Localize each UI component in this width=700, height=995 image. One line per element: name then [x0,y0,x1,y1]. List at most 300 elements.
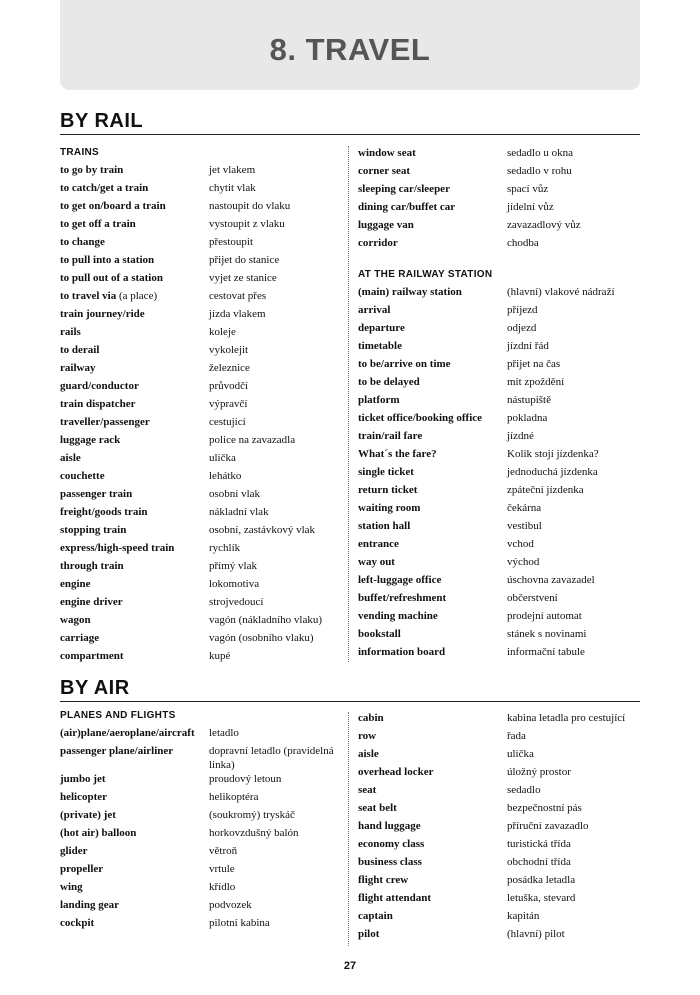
vocab-entry [60,808,350,826]
czech-translation: obchodní třída [507,856,571,868]
english-term-cell [60,451,209,469]
english-term: cabin [358,712,384,724]
english-term: business class [358,856,422,868]
section-title-rail: BY RAIL [60,110,144,132]
vocab-entry [358,711,648,729]
english-term: What´s the fare? [358,448,437,460]
czech-translation: cestovat přes [209,290,267,302]
vocab-entry [60,397,350,415]
czech-translation: průvodčí [209,380,249,392]
english-term: entrance [358,538,399,550]
czech-translation: kabina letadla pro cestující [507,712,626,724]
english-term: way out [358,556,395,568]
rail-right-column [358,146,648,663]
czech-translation: osobní, zastávkový vlak [209,524,316,536]
english-term-cell [358,591,507,609]
english-term-cell [358,411,507,429]
rail-left-column [60,146,350,667]
vocab-entry [60,916,350,934]
english-term: railway [60,362,96,374]
english-term-cell [358,765,507,783]
english-term-cell [60,271,209,289]
english-term: single ticket [358,466,414,478]
english-term: glider [60,845,88,857]
english-term: flight attendant [358,892,432,904]
english-term-cell [60,469,209,487]
vocab-entry [60,325,350,343]
vocab-entry [60,433,350,451]
czech-translation: letadlo [209,727,239,739]
vocab-entry [358,855,648,873]
english-term: corridor [358,237,398,249]
czech-translation: nákladní vlak [209,506,269,518]
vocab-entry [60,487,350,505]
vocab-entry [358,573,648,591]
czech-translation: vagón (osobního vlaku) [209,632,314,644]
vocab-entry [60,163,350,181]
english-term: wagon [60,614,91,626]
czech-translation: bezpečnostní pás [507,802,582,814]
english-term-cell [358,393,507,411]
vocab-entry [60,361,350,379]
vocab-entry [358,927,648,945]
english-term: express/high-speed train [60,542,175,554]
english-term-cell [60,397,209,415]
english-term: economy class [358,838,425,850]
subsection-heading: AT THE RAILWAY STATION [358,269,493,280]
czech-translation: ulička [209,452,236,464]
english-term-cell [60,181,209,199]
english-term: to travel via [60,290,117,302]
english-term-cell [358,447,507,465]
english-term: platform [358,394,400,406]
czech-translation: zavazadlový vůz [507,219,581,231]
czech-translation: čekárna [507,502,542,514]
english-term-cell [60,541,209,559]
vocab-entry [358,645,648,663]
english-term: train/rail fare [358,430,423,442]
chapter-banner [60,0,640,90]
vocab-entry [358,465,648,483]
czech-translation: letuška, stevard [507,892,576,904]
english-term-cell [358,357,507,375]
english-term: to be/arrive on time [358,358,451,370]
czech-translation: přijet na čas [507,358,561,370]
vocab-entry [60,559,350,577]
english-term-cell [60,649,209,667]
english-term-cell [358,465,507,483]
english-term: corner seat [358,165,411,177]
vocab-entry [358,146,648,164]
english-term-cell [60,325,209,343]
english-term: train dispatcher [60,398,136,410]
czech-translation: vystoupit z vlaku [209,218,285,230]
czech-translation: (soukromý) tryskáč [209,809,295,821]
czech-translation: helikoptéra [209,791,259,803]
english-term: pilot [358,928,380,940]
czech-translation: Kolik stojí jízdenka? [507,448,599,460]
english-term: passenger train [60,488,133,500]
english-term: through train [60,560,124,572]
czech-translation: kapitán [507,910,540,922]
english-term: waiting room [358,502,421,514]
czech-translation: jet vlakem [209,164,256,176]
vocab-entry [60,235,350,253]
english-term-cell [60,307,209,325]
english-term-cell [358,200,507,218]
english-term-cell [60,163,209,181]
english-term-cell [358,729,507,747]
english-term-cell [60,790,209,808]
czech-translation: nástupiště [507,394,551,406]
english-term-cell [60,844,209,862]
czech-translation: odjezd [507,322,537,334]
vocab-entry [60,577,350,595]
english-term: station hall [358,520,411,532]
english-term-cell [358,519,507,537]
english-term-cell [358,285,507,303]
english-term: left-luggage office [358,574,442,586]
english-term-cell [60,631,209,649]
english-term: arrival [358,304,391,316]
section-rule-air [60,701,640,702]
czech-translation: přestoupit [209,236,253,248]
english-term: information board [358,646,446,658]
english-term: (hot air) balloon [60,827,137,839]
english-term-cell [60,559,209,577]
vocab-entry [358,765,648,783]
czech-translation: koleje [209,326,236,338]
vocab-entry [358,519,648,537]
english-term-cell [358,218,507,236]
czech-translation: příruční zavazadlo [507,820,589,832]
english-term-cell [60,235,209,253]
english-term-cell [358,927,507,945]
czech-translation: železnice [209,362,250,374]
czech-translation: (hlavní) pilot [507,928,565,940]
czech-translation: stánek s novinami [507,628,587,640]
english-term: (main) railway station [358,286,462,298]
english-term: timetable [358,340,402,352]
vocab-entry [358,609,648,627]
english-term: traveller/passenger [60,416,150,428]
english-term: ticket office/booking office [358,412,483,424]
english-term: hand luggage [358,820,421,832]
czech-translation: východ [507,556,540,568]
english-term-cell [60,199,209,217]
english-term-cell [358,537,507,555]
english-term-cell [60,217,209,235]
english-term: luggage van [358,219,414,231]
czech-translation: vyjet ze stanice [209,272,277,284]
air-left-column [60,709,350,934]
english-term-cell [358,837,507,855]
english-term-cell [60,808,209,826]
english-term-cell [60,826,209,844]
czech-translation: cestující [209,416,246,428]
english-term-cell [358,164,507,182]
english-term-cell [358,321,507,339]
vocab-entry [358,537,648,555]
english-term: to derail [60,344,100,356]
vocab-entry [60,307,350,325]
english-term-cell [358,339,507,357]
english-term: return ticket [358,484,418,496]
english-term: engine [60,578,91,590]
english-term-cell [60,523,209,541]
vocab-entry [60,253,350,271]
english-term: wing [60,881,83,893]
vocab-entry [358,164,648,182]
vocab-entry [60,199,350,217]
vocab-entry [60,181,350,199]
vocab-entry [60,379,350,397]
english-term-cell [60,613,209,631]
english-term: row [358,730,377,742]
czech-translation: vrtule [209,863,235,875]
english-term: to pull into a station [60,254,155,266]
english-term: rails [60,326,81,338]
english-term-cell [358,801,507,819]
english-term-cell [60,577,209,595]
english-term-cell [358,645,507,663]
vocab-entry [358,411,648,429]
czech-translation: řada [507,730,526,742]
english-term: engine driver [60,596,123,608]
vocab-entry [60,613,350,631]
czech-translation: rychlík [209,542,241,554]
czech-translation: spací vůz [507,183,549,195]
czech-translation: pilotní kabina [209,917,270,929]
english-term: to be delayed [358,376,420,388]
vocab-entry [358,393,648,411]
vocab-entry [358,501,648,519]
czech-translation: vchod [507,538,534,550]
vocab-entry [60,772,350,790]
english-term-cell [358,429,507,447]
czech-translation: dopravní letadlo (pravidelná linka) [209,745,334,771]
page-number: 27 [343,960,357,972]
english-term: freight/goods train [60,506,148,518]
english-term-cell [358,303,507,321]
czech-translation: osobní vlak [209,488,261,500]
english-term: carriage [60,632,100,644]
czech-translation: výpravčí [209,398,248,410]
english-term-cell [358,819,507,837]
czech-translation: ulička [507,748,534,760]
vocab-entry [358,591,648,609]
czech-translation: úložný prostor [507,766,571,778]
chapter-title: 8. TRAVEL [269,32,431,67]
vocab-entry [60,898,350,916]
english-term: overhead locker [358,766,434,778]
english-term: couchette [60,470,105,482]
english-term-cell [358,236,507,254]
english-term: train journey/ride [60,308,145,320]
czech-translation: proudový letoun [209,773,282,785]
czech-translation: jízda vlakem [209,308,266,320]
english-term: helicopter [60,791,108,803]
czech-translation: mít zpoždění [507,376,565,388]
english-term-cell [60,505,209,523]
english-term-cell [358,146,507,164]
czech-translation: chytit vlak [209,182,256,194]
english-term: cockpit [60,917,95,929]
spacer [358,254,648,268]
vocab-entry [358,218,648,236]
english-term-cell [358,783,507,801]
english-term: compartment [60,650,124,662]
english-term: seat belt [358,802,397,814]
english-term: departure [358,322,405,334]
vocab-entry [60,649,350,667]
vocab-entry [358,375,648,393]
english-term-cell [358,501,507,519]
english-term-cell [358,483,507,501]
czech-translation: sedadlo [507,784,541,796]
english-term: dining car/buffet car [358,201,456,213]
vocab-entry [60,289,350,307]
czech-translation: vestibul [507,520,542,532]
english-term-cell [60,595,209,613]
english-term: jumbo jet [60,773,106,785]
czech-translation: vagón (nákladního vlaku) [209,614,323,626]
vocab-entry [60,880,350,898]
english-term-cell [358,855,507,873]
vocab-entry [60,523,350,541]
english-term: propeller [60,863,104,875]
vocab-entry [60,631,350,649]
czech-translation: informační tabule [507,646,585,658]
czech-translation: jízdní řád [507,340,549,352]
english-term-cell [60,726,209,744]
vocab-entry [358,801,648,819]
english-term: to pull out of a station [60,272,163,284]
english-term-cell [358,555,507,573]
czech-translation: sedadlo v rohu [507,165,572,177]
english-term-cell [60,361,209,379]
english-term-cell [358,747,507,765]
vocab-entry [358,429,648,447]
czech-translation: jídelní vůz [507,201,554,213]
czech-translation: lehátko [209,470,242,482]
subsection-heading: PLANES AND FLIGHTS [60,710,176,721]
section-title-air: BY AIR [60,677,130,699]
vocab-entry [358,236,648,254]
czech-translation: jednoduchá jízdenka [507,466,598,478]
english-term-cell [60,379,209,397]
english-term-cell [60,487,209,505]
czech-translation: příjezd [507,304,538,316]
english-term-cell [358,891,507,909]
english-term-cell [60,744,209,772]
vocab-entry [60,744,350,772]
vocab-entry [60,415,350,433]
czech-translation: strojvedoucí [209,596,264,608]
czech-translation: chodba [507,237,539,249]
vocab-entry [60,595,350,613]
vocab-entry [358,285,648,303]
english-term: to change [60,236,105,248]
english-term-cell [60,916,209,934]
czech-translation: úschovna zavazadel [507,574,595,586]
czech-translation: sedadlo u okna [507,147,573,159]
vocab-entry [358,891,648,909]
english-term: bookstall [358,628,401,640]
czech-translation: kupé [209,650,231,662]
czech-translation: posádka letadla [507,874,576,886]
english-term-cell [60,415,209,433]
english-term-cell [60,898,209,916]
vocab-entry [358,837,648,855]
english-term: (private) jet [60,809,116,821]
english-term: (air)plane/aeroplane/aircraft [60,727,195,739]
vocab-entry [358,747,648,765]
czech-translation: pokladna [507,412,548,424]
vocab-entry [358,447,648,465]
english-term: to get off a train [60,218,136,230]
english-term: passenger plane/airliner [60,745,174,757]
vocab-entry [60,862,350,880]
english-term: to get on/board a train [60,200,166,212]
english-term: sleeping car/sleeper [358,183,450,195]
vocab-entry [60,826,350,844]
english-term-cell [60,253,209,271]
czech-translation: jízdné [507,430,534,442]
english-term-cell [60,433,209,451]
czech-translation: police na zavazadla [209,434,296,446]
czech-translation: vykolejit [209,344,249,356]
section-rule-rail [60,134,640,135]
english-term-cell [358,609,507,627]
vocab-entry [358,339,648,357]
english-term-cell [60,343,209,361]
vocab-entry [358,357,648,375]
vocab-entry [358,729,648,747]
czech-translation: prodejní automat [507,610,582,622]
vocab-entry [358,819,648,837]
english-term: landing gear [60,899,119,911]
english-term-cell [358,375,507,393]
english-term-cell [358,711,507,729]
czech-translation: lokomotiva [209,578,260,590]
vocab-entry [60,505,350,523]
vocab-entry [60,343,350,361]
czech-translation: přímý vlak [209,560,257,572]
air-right-column [358,711,648,945]
english-term: luggage rack [60,434,121,446]
english-term: flight crew [358,874,409,886]
czech-translation: větroň [209,845,238,857]
vocab-entry [60,790,350,808]
vocab-entry [60,451,350,469]
term-note: (a place) [116,290,158,302]
vocab-entry [60,271,350,289]
vocab-entry [358,483,648,501]
vocab-entry [358,303,648,321]
english-term: stopping train [60,524,127,536]
czech-translation: nastoupit do vlaku [209,200,291,212]
english-term-cell [358,873,507,891]
english-term-cell [60,772,209,790]
english-term: vending machine [358,610,438,622]
english-term: guard/conductor [60,380,139,392]
english-term-cell [358,627,507,645]
subsection-heading: TRAINS [60,147,100,158]
english-term-cell [358,182,507,200]
english-term-cell [358,909,507,927]
vocab-entry [358,200,648,218]
